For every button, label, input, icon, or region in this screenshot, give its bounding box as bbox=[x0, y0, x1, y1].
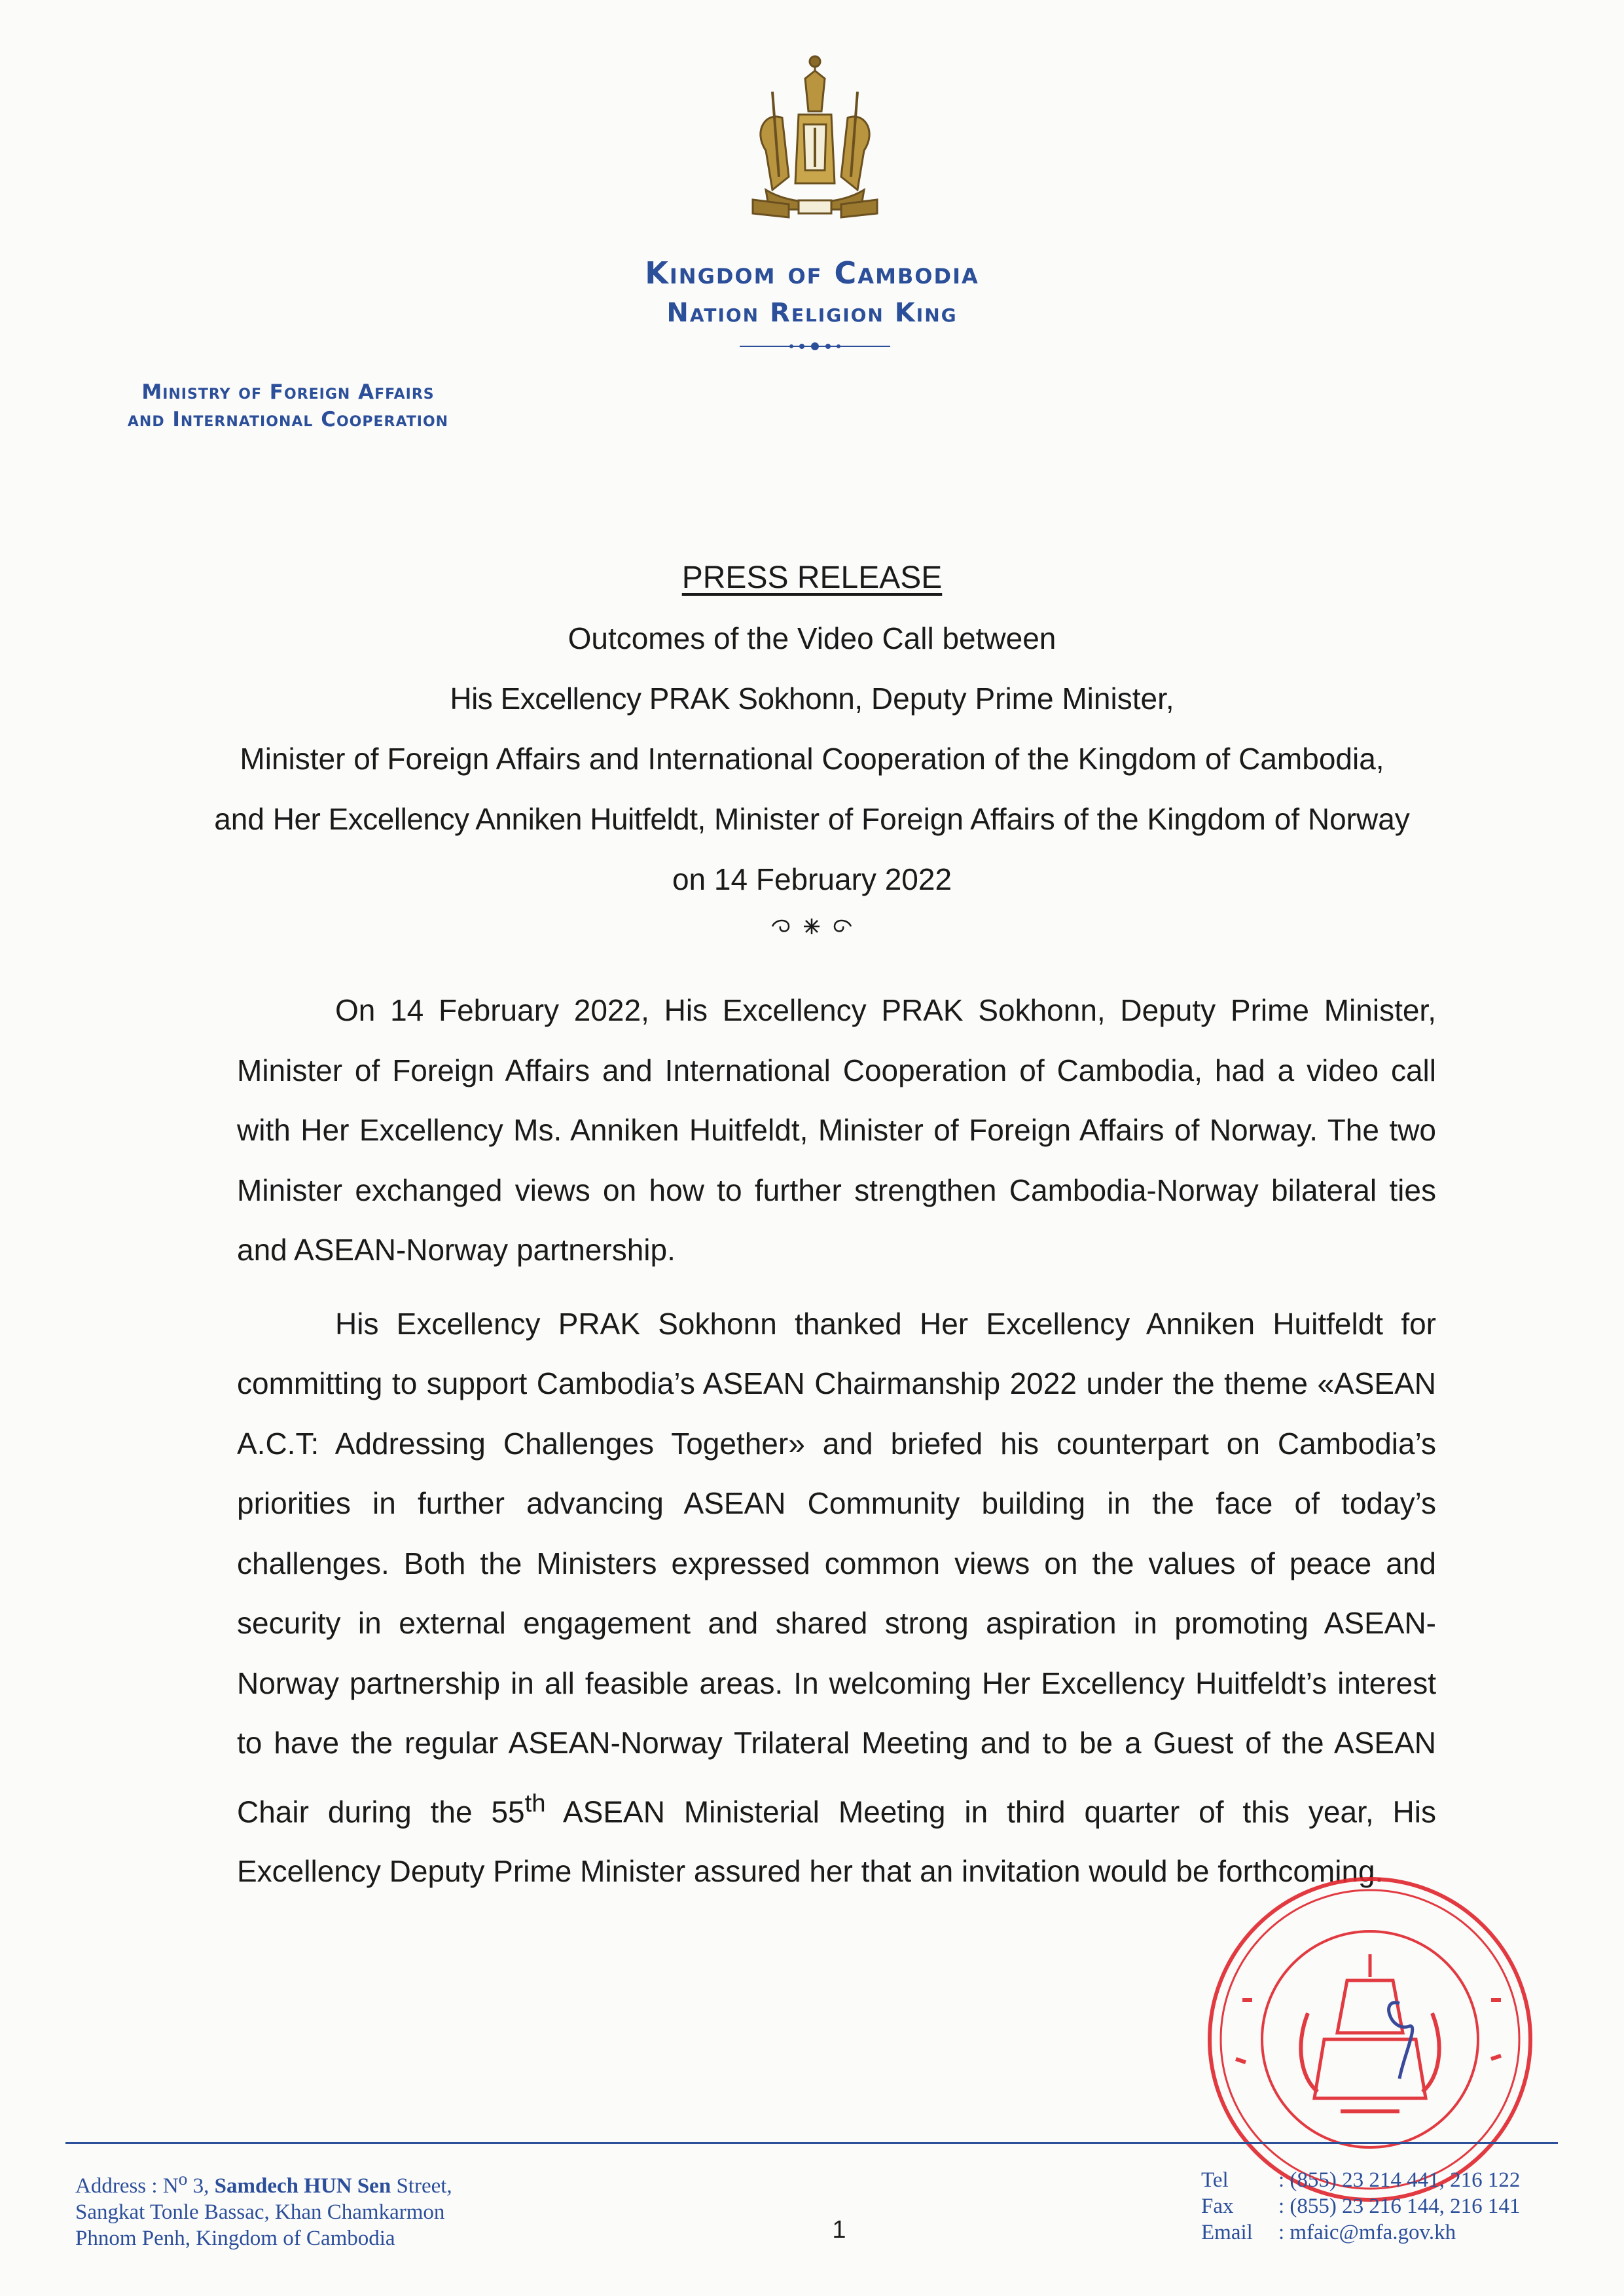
headline-date: on 14 February 2022 bbox=[672, 862, 952, 896]
paragraph-1: On 14 February 2022, His Excellency PRAK Sokhonn, Deputy Prime Minister, Minister of Foreign Affairs and International Cooperation of Cambodia, had a video call with Her Excellency Ms. Anniken Huitfeldt, Minister of Foreign Affairs of Norway. The two Minister exchanged views on how to further strengthen Cambodia-Norway bilateral ties and ASEAN-Norway partnership. bbox=[237, 993, 1437, 1267]
headline-line-2: His Excellency PRAK Sokhonn, Deputy Prime Minister, bbox=[450, 682, 1174, 716]
body-text bbox=[237, 981, 1436, 1902]
ordinal-suffix: th bbox=[524, 1789, 546, 1817]
footer-contact bbox=[1201, 2167, 1520, 2246]
official-ministry-seal-stamp bbox=[1183, 1863, 1550, 2216]
name-anniken-huitfeldt: Her Excellency Anniken Huitfeldt bbox=[919, 1306, 1384, 1341]
ministry-name-line1: Ministry of Foreign Affairs bbox=[141, 380, 435, 404]
page-number: 1 bbox=[832, 2216, 846, 2244]
kingdom-title: Kingdom of Cambodia bbox=[645, 255, 979, 291]
ministry-name-line2: and International Cooperation bbox=[127, 408, 449, 431]
headline-line-3: Minister of Foreign Affairs and International Cooperation of the Kingdom of Cambodia, bbox=[240, 742, 1384, 776]
address-line-1: Address : $N^o$ 3, Samdech HUN Sen Street, bbox=[75, 2168, 452, 2198]
press-release-label: PRESS RELEASE bbox=[681, 560, 943, 595]
section-divider-ornament bbox=[766, 915, 857, 938]
contact-email: Email : mfaic@mfa.gov.kh bbox=[1201, 2221, 1456, 2244]
national-motto: Nation Religion King bbox=[666, 298, 958, 328]
footer-address bbox=[75, 2166, 452, 2251]
headline-name-norway: Her Excellency Anniken Huitfeldt bbox=[272, 802, 698, 836]
headline-line-1: Outcomes of the Video Call between bbox=[568, 621, 1056, 655]
address-line-3: Phnom Penh, Kingdom of Cambodia bbox=[75, 2227, 395, 2250]
headline-line-4: and Her Excellency Anniken Huitfeldt, Minister of Foreign Affairs of the Kingdom of Norway bbox=[214, 802, 1410, 836]
address-line-2: Sangkat Tonle Bassac, Khan Chamkarmon bbox=[75, 2200, 445, 2224]
name-prak-sokhonn: His Excellency PRAK Sokhonn bbox=[664, 993, 1097, 1027]
contact-fax: Fax : (855) 23 216 144, 216 141 bbox=[1201, 2195, 1521, 2218]
name-huitfeldt: Her Excellency Huitfeldt’s bbox=[981, 1666, 1327, 1700]
name-anniken-huitfeldt: Her Excellency Ms. Anniken Huitfeldt bbox=[300, 1113, 800, 1147]
headline-name-cambodia: His Excellency PRAK Sokhonn bbox=[450, 682, 855, 716]
contact-tel: Tel : (855) 23 214 441, 216 122 bbox=[1201, 2168, 1521, 2192]
footer-divider bbox=[65, 2142, 1558, 2144]
ministry-name bbox=[65, 378, 511, 433]
name-prak-sokhonn: His Excellency PRAK Sokhonn bbox=[335, 1306, 777, 1341]
motto-divider-ornament bbox=[736, 337, 893, 355]
paragraph-2: His Excellency PRAK Sokhonn thanked Her Excellency Anniken Huitfeldt for committing to support Cambodia’s ASEAN Chairmanship 2022 under the theme «ASEAN A.C.T: Addressing Challenges Together» and briefed his counterpart on Cambodia’s priorities in further advancing ASEAN Community building in the face of today’s challenges. Both the Ministers expressed common views on the values of peace and security in external engagement and shared strong aspiration in promoting ASEAN-Norway partnership in all feasible areas. In welcoming Her Excellency Huitfeldt’s interest to have the regular ASEAN-Norway Trilateral Meeting and to be a Guest of the ASEAN Chair during the 55th ASEAN Ministerial Meeting in third quarter of this year, His Excellency Deputy Prime Minister assured her that an invitation would be forthcoming. bbox=[237, 1306, 1437, 1889]
royal-coat-of-arms-emblem bbox=[727, 52, 903, 229]
